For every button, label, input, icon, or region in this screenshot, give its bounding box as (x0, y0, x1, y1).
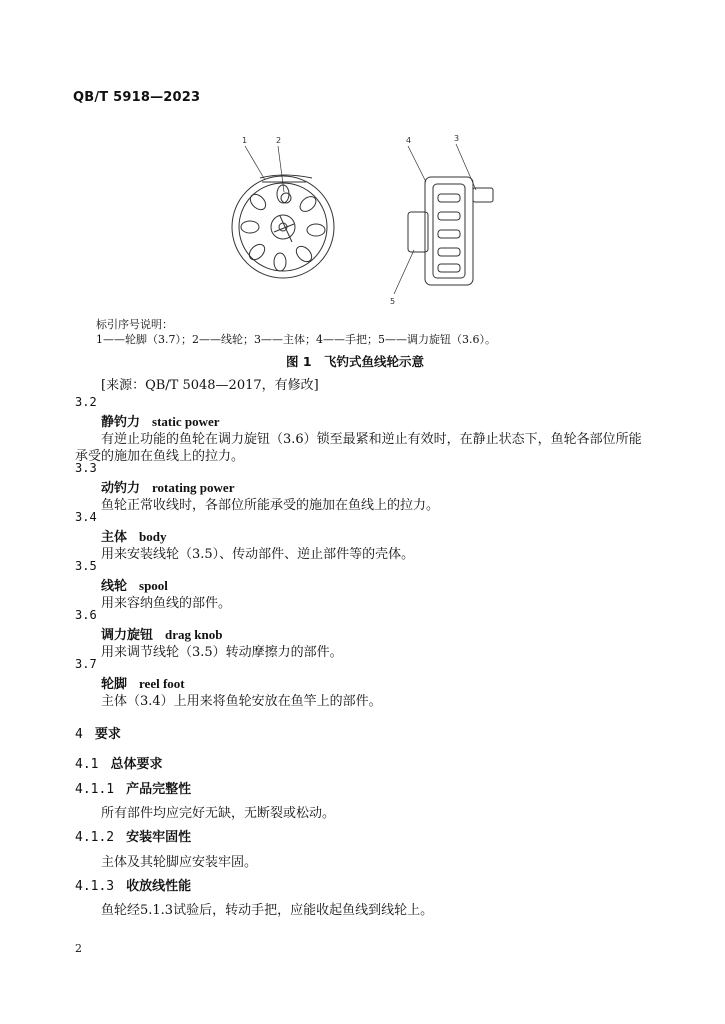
term-definition-cont: 承受的施加在鱼线上的拉力。 (75, 449, 245, 464)
term-definition: 用来调节线轮（3.5）转动摩擦力的部件。 (101, 645, 343, 660)
fly-reel-figure (220, 132, 510, 310)
term-number: 3.4 (75, 510, 97, 524)
term-definition: 鱼轮正常收线时，各部位所能承受的施加在鱼线上的拉力。 (101, 498, 440, 513)
figure-legend-text: 1——轮脚（3.7）；2——线轮；3——主体；4——手把；5——调力旋钮（3.6）。 (96, 333, 496, 346)
section-title: 产品完整性 (126, 782, 192, 797)
term-definition: 用来安装线轮（3.5）、传动部件、逆止部件等的壳体。 (101, 547, 415, 562)
section-title: 要求 (94, 727, 121, 742)
term-zh: 调力旋钮 (101, 628, 154, 643)
term-number: 3.2 (75, 395, 97, 409)
reel-side-view (394, 144, 493, 294)
section-heading (75, 723, 121, 742)
section-text: 鱼轮经5.1.3试验后，转动手把，应能收起鱼线到线轮上。 (101, 903, 434, 918)
section-heading (75, 753, 163, 772)
section-number: 4.1.2 (75, 830, 115, 845)
section-heading (75, 778, 191, 797)
term-en: body (139, 529, 167, 544)
term-zh: 动钓力 (101, 481, 141, 496)
section-number: 4 (75, 727, 83, 742)
term-number: 3.6 (75, 608, 97, 622)
section-heading (75, 875, 191, 894)
callout-1-front: 1 (242, 136, 248, 145)
section-text: 所有部件均应完好无缺，无断裂或松动。 (101, 806, 336, 821)
term-zh: 静钓力 (101, 415, 141, 430)
term-definition: 有逆止功能的鱼轮在调力旋钮（3.6）锁至最紧和逆止有效时，在静止状态下，鱼轮各部位所能 (101, 432, 642, 447)
term-definition: 用来容纳鱼线的部件。 (101, 596, 232, 611)
term-number: 3.3 (75, 461, 97, 475)
section-number: 4.1.1 (75, 782, 115, 797)
section-text: 主体及其轮脚应安装牢固。 (101, 855, 258, 870)
section-title: 安装牢固性 (126, 830, 192, 845)
section-title: 收放线性能 (126, 879, 192, 894)
page-number: 2 (75, 942, 82, 955)
term-zh: 主体 (101, 530, 128, 545)
callout-2-front: 2 (276, 136, 282, 145)
term-en: spool (139, 578, 168, 593)
term-zh: 轮脚 (101, 677, 128, 692)
figure-caption: 图 1 飞钓式鱼线轮示意 (286, 354, 425, 369)
callout-3-side: 3 (454, 134, 460, 143)
term-zh: 线轮 (101, 579, 128, 594)
figure-legend-title: 标引序号说明： (96, 318, 173, 331)
term-en: reel foot (139, 676, 185, 691)
term-en: drag knob (165, 627, 223, 642)
source-note: [来源：QB/T 5048—2017，有修改] (101, 378, 319, 393)
reel-front-view (232, 146, 334, 278)
term-number: 3.7 (75, 657, 97, 671)
term-definition: 主体（3.4）上用来将鱼轮安放在鱼竿上的部件。 (101, 694, 382, 709)
section-title: 总体要求 (110, 757, 163, 772)
standard-code: QB/T 5918—2023 (73, 90, 201, 105)
term-number: 3.5 (75, 559, 97, 573)
callout-4-side: 4 (406, 136, 412, 145)
section-heading (75, 826, 191, 845)
section-number: 4.1.3 (75, 879, 115, 894)
term-en: rotating power (152, 480, 235, 495)
callout-5-side: 5 (390, 297, 396, 306)
term-en: static power (152, 414, 220, 429)
section-number: 4.1 (75, 757, 99, 772)
